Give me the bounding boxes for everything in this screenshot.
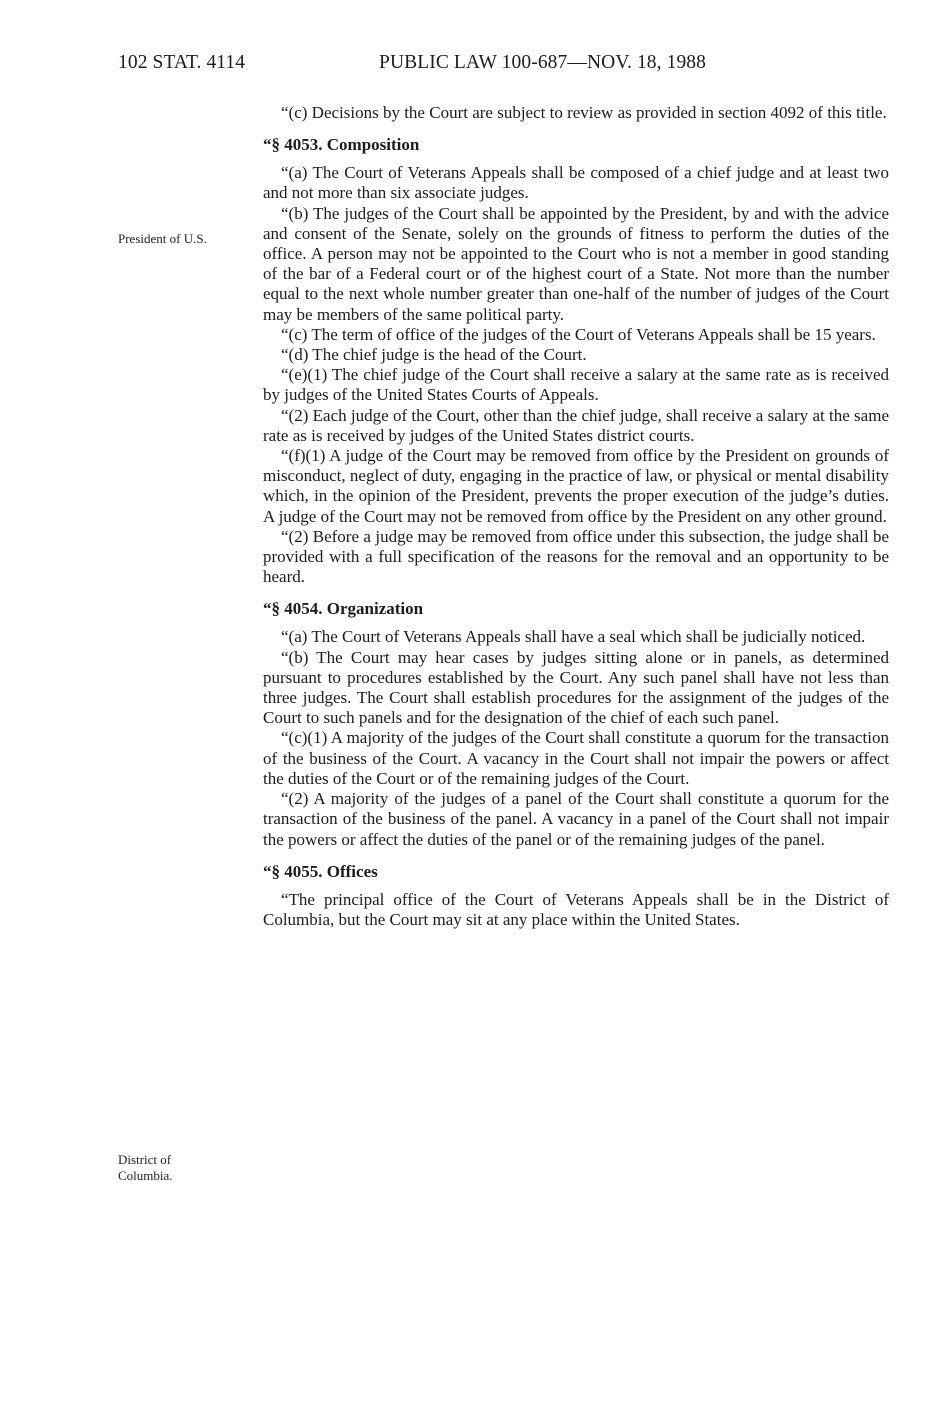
public-law-citation: PUBLIC LAW 100-687—NOV. 18, 1988: [379, 52, 707, 73]
section-heading-4054: “§ 4054. Organization: [263, 599, 424, 619]
paragraph-4055: “The principal office of the Court of Veterans Appeals shall be in the District of Columbia, but the Court may sit at any place within the United States.: [263, 889, 889, 929]
stat-page-number: 102 STAT. 4114: [118, 52, 246, 73]
paragraph-c-decisions: “(c) Decisions by the Court are subject to review as provided in section 4092 of this title.: [281, 103, 887, 122]
paragraph-4054-c1: “(c)(1) A majority of the judges of the Court shall constitute a quorum for the transaction of the business of the Court. A vacancy in the Court shall not impair the powers or affect the duties of the Court or of the remaining judges of the Court.: [263, 728, 889, 788]
margin-note-president: President of U.S.: [118, 231, 207, 246]
margin-note-dc-line2: Columbia.: [118, 1168, 173, 1183]
section-heading-4055: “§ 4055. Offices: [263, 861, 378, 881]
statute-text: [263, 103, 889, 930]
paragraph-4054-c2: “(2) A majority of the judges of a panel of the Court shall constitute a quorum for the transaction of the business of the panel. A vacancy in a panel of the Court shall not impair the powers or affect the duties of the panel or of the remaining judges of the panel.: [263, 789, 889, 849]
paragraph-4054-a: “(a) The Court of Veterans Appeals shall have a seal which shall be judicially noticed.: [281, 627, 866, 647]
paragraph-4053-f1: “(f)(1) A judge of the Court may be removed from office by the President on grounds of misconduct, neglect of duty, engaging in the practice of law, or physical or mental disability which, in the opinion of the President, prevents the proper execution of the judge’s duties. A judge of the Court may not be removed from office by the President on any other ground.: [263, 446, 889, 526]
section-heading-4053: “§ 4053. Composition: [263, 135, 420, 155]
paragraph-4054-b: “(b) The Court may hear cases by judges sitting alone or in panels, as determined pursuant to procedures established by the Court. Any such panel shall have not less than three judges. The Court shall establish procedures for the assignment of the judges of the Court to such panels and for the designation of the chief of each such panel.: [263, 647, 889, 728]
margin-note-district-of-columbia: [118, 1152, 173, 1184]
paragraph-4053-d: “(d) The chief judge is the head of the Court.: [281, 345, 587, 365]
margin-note-dc-line1: District of: [118, 1152, 172, 1167]
paragraph-4053-e1: “(e)(1) The chief judge of the Court shall receive a salary at the same rate as is received by judges of the United States Courts of Appeals.: [263, 365, 889, 405]
paragraph-4053-e2: “(2) Each judge of the Court, other than the chief judge, shall receive a salary at the same rate as is received by judges of the United States district courts.: [263, 405, 889, 445]
paragraph-4053-f2: “(2) Before a judge may be removed from office under this subsection, the judge shall be provided with a full specification of the reasons for the removal and an opportunity to be heard.: [263, 526, 889, 587]
paragraph-4053-b: “(b) The judges of the Court shall be appointed by the President, by and with the advice and consent of the Senate, solely on the grounds of fitness to perform the duties of the office. A person may not be appointed to the Court who is not a member in good standing of the bar of a Federal court or of the highest court of a State. Not more than the number equal to the next whole number greater than one-half of the number of judges of the Court may be members of the same political party.: [263, 203, 889, 324]
paragraph-4053-a: “(a) The Court of Veterans Appeals shall be composed of a chief judge and at least two and not more than six associate judges.: [263, 163, 889, 203]
paragraph-4053-c: “(c) The term of office of the judges of the Court of Veterans Appeals shall be 15 years.: [281, 324, 876, 344]
